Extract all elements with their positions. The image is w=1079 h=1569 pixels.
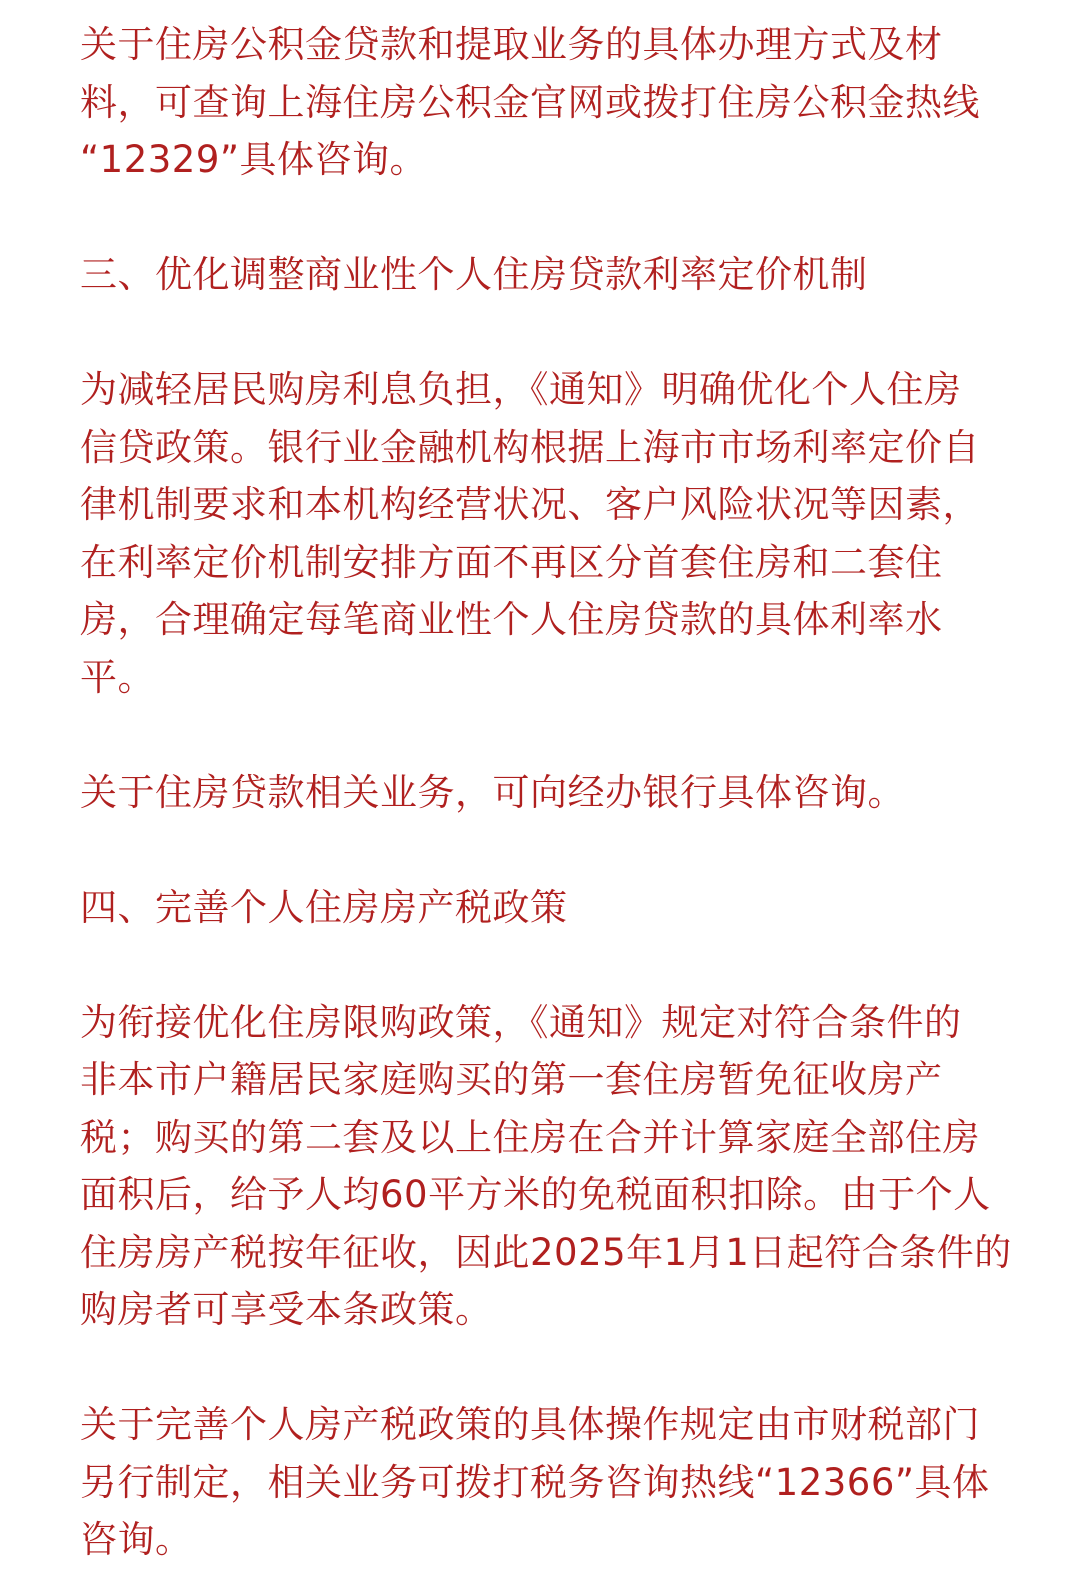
text-line: 房，合理确定每笔商业性个人住房贷款的具体利率水 [80,598,943,641]
paragraph-gap [80,936,1019,994]
paragraph-gap [80,304,1019,362]
text-line: 税；购买的第二套及以上住房在合并计算家庭全部住房 [80,1115,980,1159]
text-line: 咨询。 [80,1518,193,1561]
paragraph-property-tax-policy [80,994,1019,1339]
text-line: 关于住房贷款相关业务，可向经办银行具体咨询。 [80,770,905,814]
paragraph-gap [80,706,1019,764]
text-line: 信贷政策。银行业金融机构根据上海市市场利率定价自 [80,425,980,469]
paragraph-gap [80,1339,1019,1397]
paragraph-tax-hotline [80,1396,1019,1569]
text-line: 另行制定，相关业务可拨打税务咨询热线“12366”具体 [80,1460,990,1504]
text-line: 四、完善个人住房房产税政策 [80,885,568,929]
text-line: 非本市户籍居民家庭购买的第一套住房暂免征收房产 [80,1058,943,1101]
text-line: 关于完善个人房产税政策的具体操作规定由市财税部门 [80,1403,980,1446]
text-line: 平。 [80,655,155,699]
paragraph-gap [80,189,1019,247]
text-line: 关于住房公积金贷款和提取业务的具体办理方式及材 [80,23,943,66]
text-line: 住房房产税按年征收，因此2025年1月1日起符合条件的 [80,1230,1012,1274]
text-line: 三、优化调整商业性个人住房贷款利率定价机制 [80,253,868,296]
text-line: “12329”具体咨询。 [80,138,428,181]
section-heading-3 [80,246,1019,304]
text-line: 为减轻居民购房利息负担，《通知》明确优化个人住房 [80,368,962,411]
text-line: 购房者可享受本条政策。 [80,1288,493,1331]
paragraph-fund-inquiry [80,16,1019,189]
text-line: 在利率定价机制安排方面不再区分首套住房和二套住 [80,540,943,584]
text-line: 律机制要求和本机构经营状况、客户风险状况等因素， [80,483,980,526]
text-line: 面积后，给予人均60平方米的免税面积扣除。由于个人 [80,1173,991,1216]
paragraph-loan-rate-policy [80,361,1019,706]
paragraph-bank-inquiry [80,764,1019,822]
text-line: 为衔接优化住房限购政策，《通知》规定对符合条件的 [80,1000,962,1044]
section-heading-4 [80,879,1019,937]
text-line: 料，可查询上海住房公积金官网或拨打住房公积金热线 [80,80,980,124]
paragraph-gap [80,821,1019,879]
